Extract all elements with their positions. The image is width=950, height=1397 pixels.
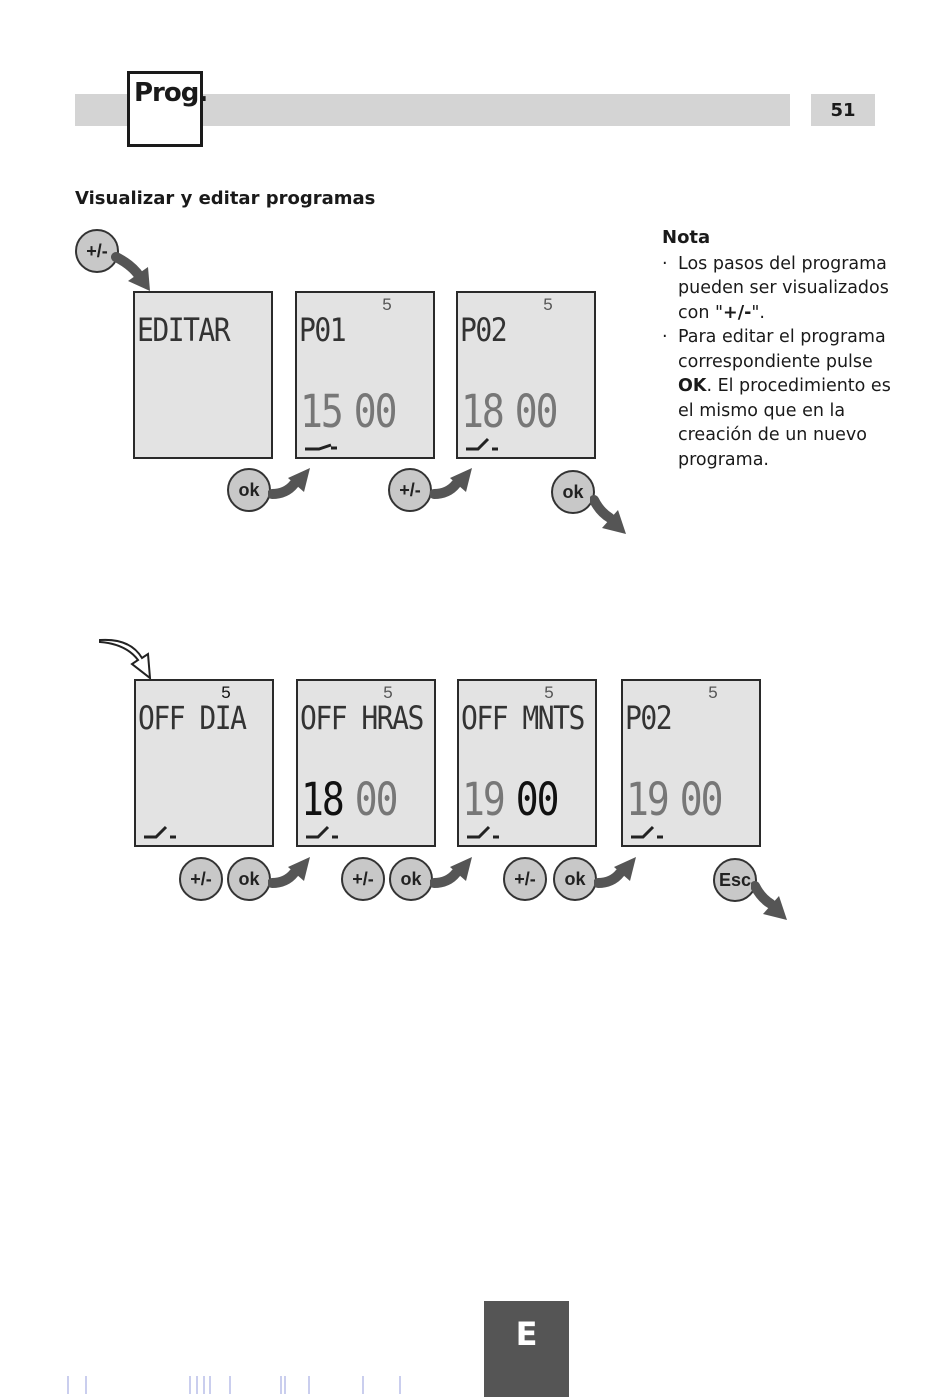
arrow-down-right-icon bbox=[751, 880, 791, 922]
page-title: Visualizar y editar programas bbox=[75, 188, 376, 209]
curved-arrow-outline-icon bbox=[96, 636, 156, 682]
note-heading: Nota bbox=[662, 227, 711, 248]
lcd-screen bbox=[456, 291, 596, 459]
plus-minus-button[interactable]: +/- bbox=[503, 857, 547, 901]
lcd-screen bbox=[457, 679, 597, 847]
arrow-up-right-icon bbox=[268, 466, 314, 506]
lcd-screen bbox=[621, 679, 761, 847]
ok-button[interactable]: ok bbox=[389, 857, 433, 901]
plus-minus-button[interactable]: +/- bbox=[388, 468, 432, 512]
lcd-screen bbox=[134, 679, 274, 847]
print-ticks bbox=[0, 1372, 950, 1397]
lcd-time: 19 00 bbox=[626, 773, 722, 826]
lcd-time: 19 00 bbox=[462, 773, 558, 826]
lcd-text: OFF DIA bbox=[138, 699, 246, 737]
arrow-up-right-icon bbox=[594, 855, 640, 895]
lcd-day: 5 bbox=[543, 295, 553, 314]
note-item: · Para editar el programa correspondiente pulse OK. El procedimiento es el mismo que en la creación de un nuevo programa. bbox=[662, 325, 892, 472]
lcd-day: 5 bbox=[221, 683, 231, 702]
curved-arrow-icon bbox=[110, 245, 160, 295]
switch-off-icon bbox=[303, 435, 339, 453]
lcd-time: 18 00 bbox=[301, 773, 397, 826]
switch-on-icon bbox=[464, 435, 500, 453]
arrow-up-right-icon bbox=[268, 855, 314, 895]
arrow-up-right-icon bbox=[430, 855, 476, 895]
lcd-screen bbox=[296, 679, 436, 847]
esc-button[interactable]: Esc bbox=[713, 858, 757, 902]
ok-button[interactable]: ok bbox=[227, 468, 271, 512]
switch-on-icon bbox=[142, 823, 178, 841]
lcd-time: 15 00 bbox=[300, 385, 396, 438]
plus-minus-button[interactable]: +/- bbox=[75, 229, 119, 273]
plus-minus-button[interactable]: +/- bbox=[179, 857, 223, 901]
lcd-screen bbox=[133, 291, 273, 459]
lcd-day: 5 bbox=[382, 295, 392, 314]
ok-button[interactable]: ok bbox=[553, 857, 597, 901]
lcd-day: 5 bbox=[544, 683, 554, 702]
arrow-up-right-icon bbox=[430, 466, 476, 506]
lcd-screen bbox=[295, 291, 435, 459]
lcd-day: 5 bbox=[383, 683, 393, 702]
lcd-text: P02 bbox=[460, 311, 507, 349]
plus-minus-button[interactable]: +/- bbox=[341, 857, 385, 901]
note-box bbox=[662, 226, 892, 472]
note-item: · Los pasos del programa pueden ser visualizados con "+/-". bbox=[662, 252, 892, 326]
page-number: 51 bbox=[811, 94, 875, 126]
lcd-text: P02 bbox=[625, 699, 672, 737]
ok-button[interactable]: ok bbox=[227, 857, 271, 901]
switch-on-icon bbox=[465, 823, 501, 841]
lcd-day: 5 bbox=[708, 683, 718, 702]
lcd-text: OFF HRAS bbox=[300, 699, 423, 737]
switch-on-icon bbox=[629, 823, 665, 841]
section-label-box bbox=[127, 71, 208, 147]
lcd-text: P01 bbox=[299, 311, 346, 349]
switch-on-icon bbox=[304, 823, 340, 841]
language-tab: E bbox=[484, 1301, 569, 1397]
section-label: Prog. bbox=[134, 78, 208, 108]
lcd-text: EDITAR bbox=[137, 311, 230, 349]
lcd-time: 18 00 bbox=[461, 385, 557, 438]
ok-button[interactable]: ok bbox=[551, 470, 595, 514]
lcd-text: OFF MNTS bbox=[461, 699, 584, 737]
arrow-down-right-icon bbox=[590, 494, 630, 536]
